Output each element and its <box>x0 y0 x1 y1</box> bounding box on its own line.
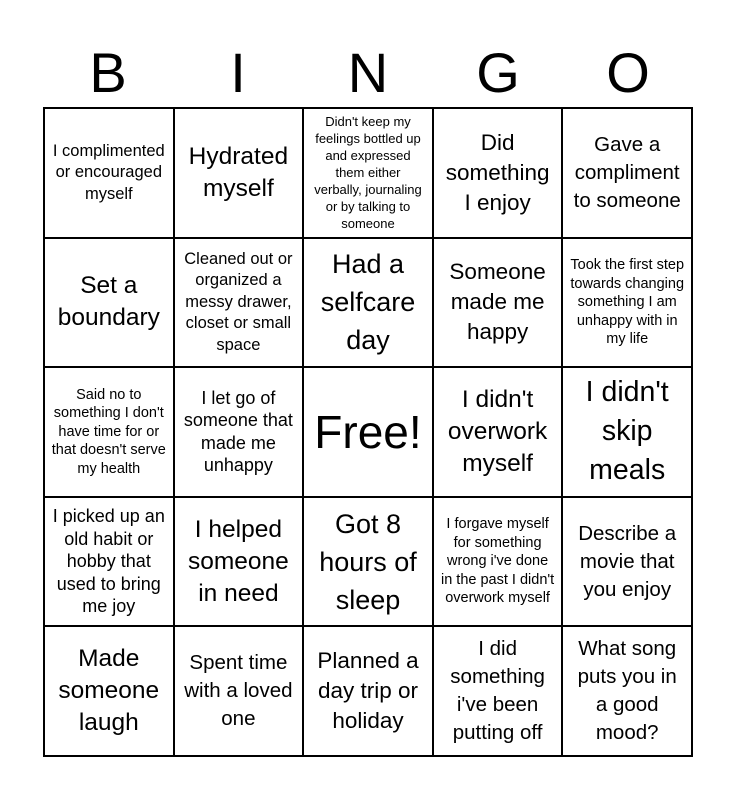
bingo-board <box>43 107 693 757</box>
bingo-cell-r1c1[interactable] <box>44 108 174 238</box>
cell-text: Gave a compliment to someone <box>573 132 681 212</box>
cell-text: Didn't keep my feelings bottled up and expressed them either verbally, journaling or by talking to someone <box>314 114 422 232</box>
bingo-cell-r5c4[interactable] <box>433 626 563 756</box>
cell-text: Took the first step towards changing something I am unhappy with in my life <box>570 257 685 348</box>
bingo-cell-r2c3[interactable] <box>303 238 433 368</box>
cell-text: Cleaned out or organized a messy drawer, closet or small space <box>184 249 293 354</box>
cell-text: Got 8 hours of sleep <box>319 508 417 615</box>
bingo-cell-r1c5[interactable] <box>562 108 692 238</box>
bingo-cell-r3c5[interactable] <box>562 367 692 497</box>
bingo-cell-r5c5[interactable] <box>562 626 692 756</box>
cell-text: I complimented or encouraged myself <box>52 141 165 203</box>
cell-text: What song puts you in a good mood? <box>577 637 677 745</box>
bingo-cell-r4c5[interactable] <box>562 497 692 627</box>
bingo-cell-r1c4[interactable] <box>433 108 563 238</box>
cell-text: Spent time with a loved one <box>184 651 293 731</box>
bingo-header <box>43 42 693 104</box>
bingo-cell-r2c5[interactable] <box>562 238 692 368</box>
cell-text: I did something i've been putting off <box>450 637 545 745</box>
header-letter-o: O <box>606 41 650 104</box>
bingo-cell-r4c2[interactable] <box>174 497 304 627</box>
bingo-cell-r3c1[interactable] <box>44 367 174 497</box>
bingo-cell-free[interactable] <box>303 367 433 497</box>
cell-text: Said no to something I don't have time for or that doesn't serve my health <box>51 386 166 477</box>
cell-text: Had a selfcare day <box>320 249 416 356</box>
bingo-cell-r3c4[interactable] <box>433 367 563 497</box>
header-letter-b: B <box>89 41 127 104</box>
bingo-cell-r2c1[interactable] <box>44 238 174 368</box>
cell-text: Made someone laugh <box>58 645 160 737</box>
bingo-cell-r2c2[interactable] <box>174 238 304 368</box>
cell-text: I didn't overwork myself <box>447 385 548 477</box>
cell-text: I forgave myself for something wrong i've done in the past I didn't overwork myself <box>440 516 555 607</box>
cell-text: I helped someone in need <box>187 515 289 607</box>
bingo-cell-r5c1[interactable] <box>44 626 174 756</box>
cell-text: Free! <box>314 405 422 458</box>
cell-text: Set a boundary <box>57 272 160 332</box>
bingo-cell-r5c3[interactable] <box>303 626 433 756</box>
cell-text: Someone made me happy <box>449 259 546 345</box>
bingo-cell-r1c2[interactable] <box>174 108 304 238</box>
header-letter-g: G <box>476 41 520 104</box>
bingo-cell-r2c4[interactable] <box>433 238 563 368</box>
bingo-cell-r1c3[interactable] <box>303 108 433 238</box>
cell-text: Hydrated myself <box>188 142 289 202</box>
cell-text: I let go of someone that made me unhappy <box>183 387 293 476</box>
bingo-cell-r4c3[interactable] <box>303 497 433 627</box>
bingo-cell-r3c2[interactable] <box>174 367 304 497</box>
header-letter-n: N <box>347 41 389 104</box>
cell-text: Planned a day trip or holiday <box>317 648 419 734</box>
cell-text: Did something I enjoy <box>445 129 550 215</box>
bingo-cell-r4c1[interactable] <box>44 497 174 627</box>
header-letter-i: I <box>230 41 246 104</box>
bingo-cell-r5c2[interactable] <box>174 626 304 756</box>
cell-text: Describe a movie that you enjoy <box>578 521 677 601</box>
cell-text: I didn't skip meals <box>585 376 669 487</box>
cell-text: I picked up an old habit or hobby that used to bring me joy <box>52 506 165 617</box>
bingo-cell-r4c4[interactable] <box>433 497 563 627</box>
